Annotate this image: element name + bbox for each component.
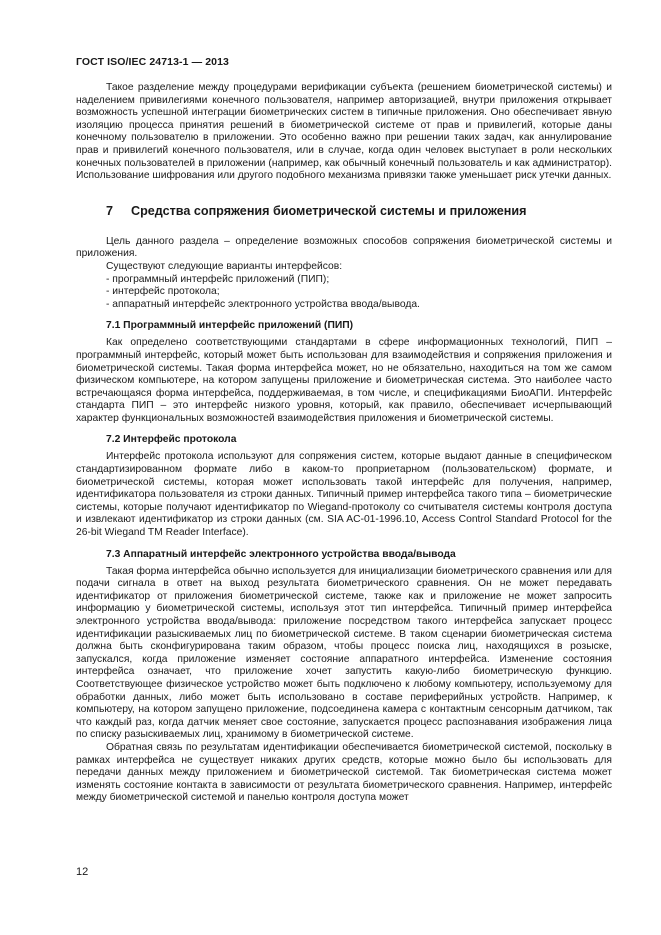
section-7-1-text: Как определено соответствующими стандартами в сфере информационных технологий, ПИП – программный интерфейс, который может быть использован для взаимодействия и сопряжения приложения и биометрической системы. Такая форма интерфейса может, но не обязательно, находиться на том же самом физическом компьютере, на котором запущены приложение и биометрическая система. Это наиболее часто встречающаяся форма интерфейса, поддерживаемая, в том числе, и спецификациями БиоАПИ. Интерфейс стандарта ПИП – это интерфейс низкого уровня, который, как правило, обеспечивает исчерпывающий характер функциональных возможностей взаимодействия приложения и биометрической системы. xyxy=(76,337,612,424)
page-number: 12 xyxy=(76,866,89,878)
document-header: ГОСТ ISO/IEC 24713-1 — 2013 xyxy=(76,56,229,68)
section-7-3-text-1: Такая форма интерфейса обычно используется для инициализации биометрического сравнения или для подачи сигнала в ответ на выход результата биометрического сравнения. Он не может передавать идентификатор от приложения биометрической системе, также как и приложение не может запросить информацию у биометрической системы, используя этот тип интерфейса. Типичный пример интерфейса электронного устройства ввода/вывода: приложение посредством такого интерфейса запускает процесс идентификации разыскиваемых лиц по биометрической системе. В таком сценарии биометрическая система должна быть сконфигурирована таким образом, чтобы процесс поиска лиц, находящихся в розыске, запускался, когда приложение изменяет состояние аппаратного интерфейса. Изменение состояния интерфейса означает, что приложение хочет запустить какую-либо биометрическую функцию. Соответствующее физическое устройство может быть подключено к любому компьютеру, используемому для обработки данных, либо может быть использовано в составе периферийных устройств. Например, к компьютеру, на котором запущено приложение, подсоединена камера с контактным сенсорным датчиком, так что каждый раз, когда датчик меняет свое состояние, запускается процесс распознавания изображения лица по списку разыскиваемых лиц, хранимому в биометрической системе. xyxy=(76,565,612,741)
list-item: - аппаратный интерфейс электронного устройства ввода/вывода. xyxy=(106,298,420,310)
section-7-3-text-2: Обратная связь по результатам идентификации обеспечивается биометрической системой, поскольку в рамках интерфейса не существует никаких других средств, которые можно было бы использовать для передачи данных между приложением и биометрической системой. Так биометрическая система может изменять состояние контакта в зависимости от результата биометрического сравнения. Например, интерфейс между биометрической системой и панелью контроля доступа может xyxy=(76,741,612,804)
list-item: - интерфейс протокола; xyxy=(106,286,220,298)
section-7-purpose: Цель данного раздела – определение возможных способов сопряжения биометрической системы и приложения. xyxy=(76,235,612,260)
variants-intro: Существуют следующие варианты интерфейсов: xyxy=(106,260,343,272)
section-7-1-heading: 7.1 Программный интерфейс приложений (ПИП) xyxy=(106,320,354,332)
section-7-heading xyxy=(76,204,612,219)
intro-paragraph: Такое разделение между процедурами верификации субъекта (решением биометрической системы) и наделением привилегиями конечного пользователя, например авторизацией, внутри приложения открывает возможность успешной интеграции биометрических систем в типичные приложения. Оно обеспечивает явную изоляцию процесса принятия решений в биометрической системе от прав и привилегий, которые даны конечному пользователю в приложении. Это особенно важно при решении таких задач, как аннулирование прав и привилегий конечного пользователя, или в случае, когда один человек выступает в роли нескольких конечных пользователей в приложении (например, как обычный конечный пользователь и как администратор). Использование шифрования или другого подобного механизма привязки также уменьшает риск утечки данных. xyxy=(76,82,612,182)
document-body xyxy=(76,82,612,805)
section-7-2-text: Интерфейс протокола используют для сопряжения систем, которые выдают данные в специфическом стандартизированном формате либо в каком-то проприетарном (пользовательском) формате, и биометрической системы, которая может использовать такой интерфейс для получения, например, идентификатора пользователя из строки данных. Типичный пример интерфейса такого типа – биометрические системы, которые получают идентификатор по Wiegand-протоколу со считывателя системы контроля доступа и извлекают идентификатор из строки данных (см. SIA AC-01-1996.10, Access Control Standard Protocol for the 26-bit Wiegand TM Reader Interface). xyxy=(76,451,612,539)
section-7-3-heading: 7.3 Аппаратный интерфейс электронного устройства ввода/вывода xyxy=(106,548,456,560)
list-item: - программный интерфейс приложений (ПИП); xyxy=(106,273,330,285)
section-7-2-heading: 7.2 Интерфейс протокола xyxy=(106,434,237,446)
section-7-title: Средства сопряжения биометрической системы и приложения xyxy=(131,203,527,218)
section-7-number: 7 xyxy=(106,203,114,218)
